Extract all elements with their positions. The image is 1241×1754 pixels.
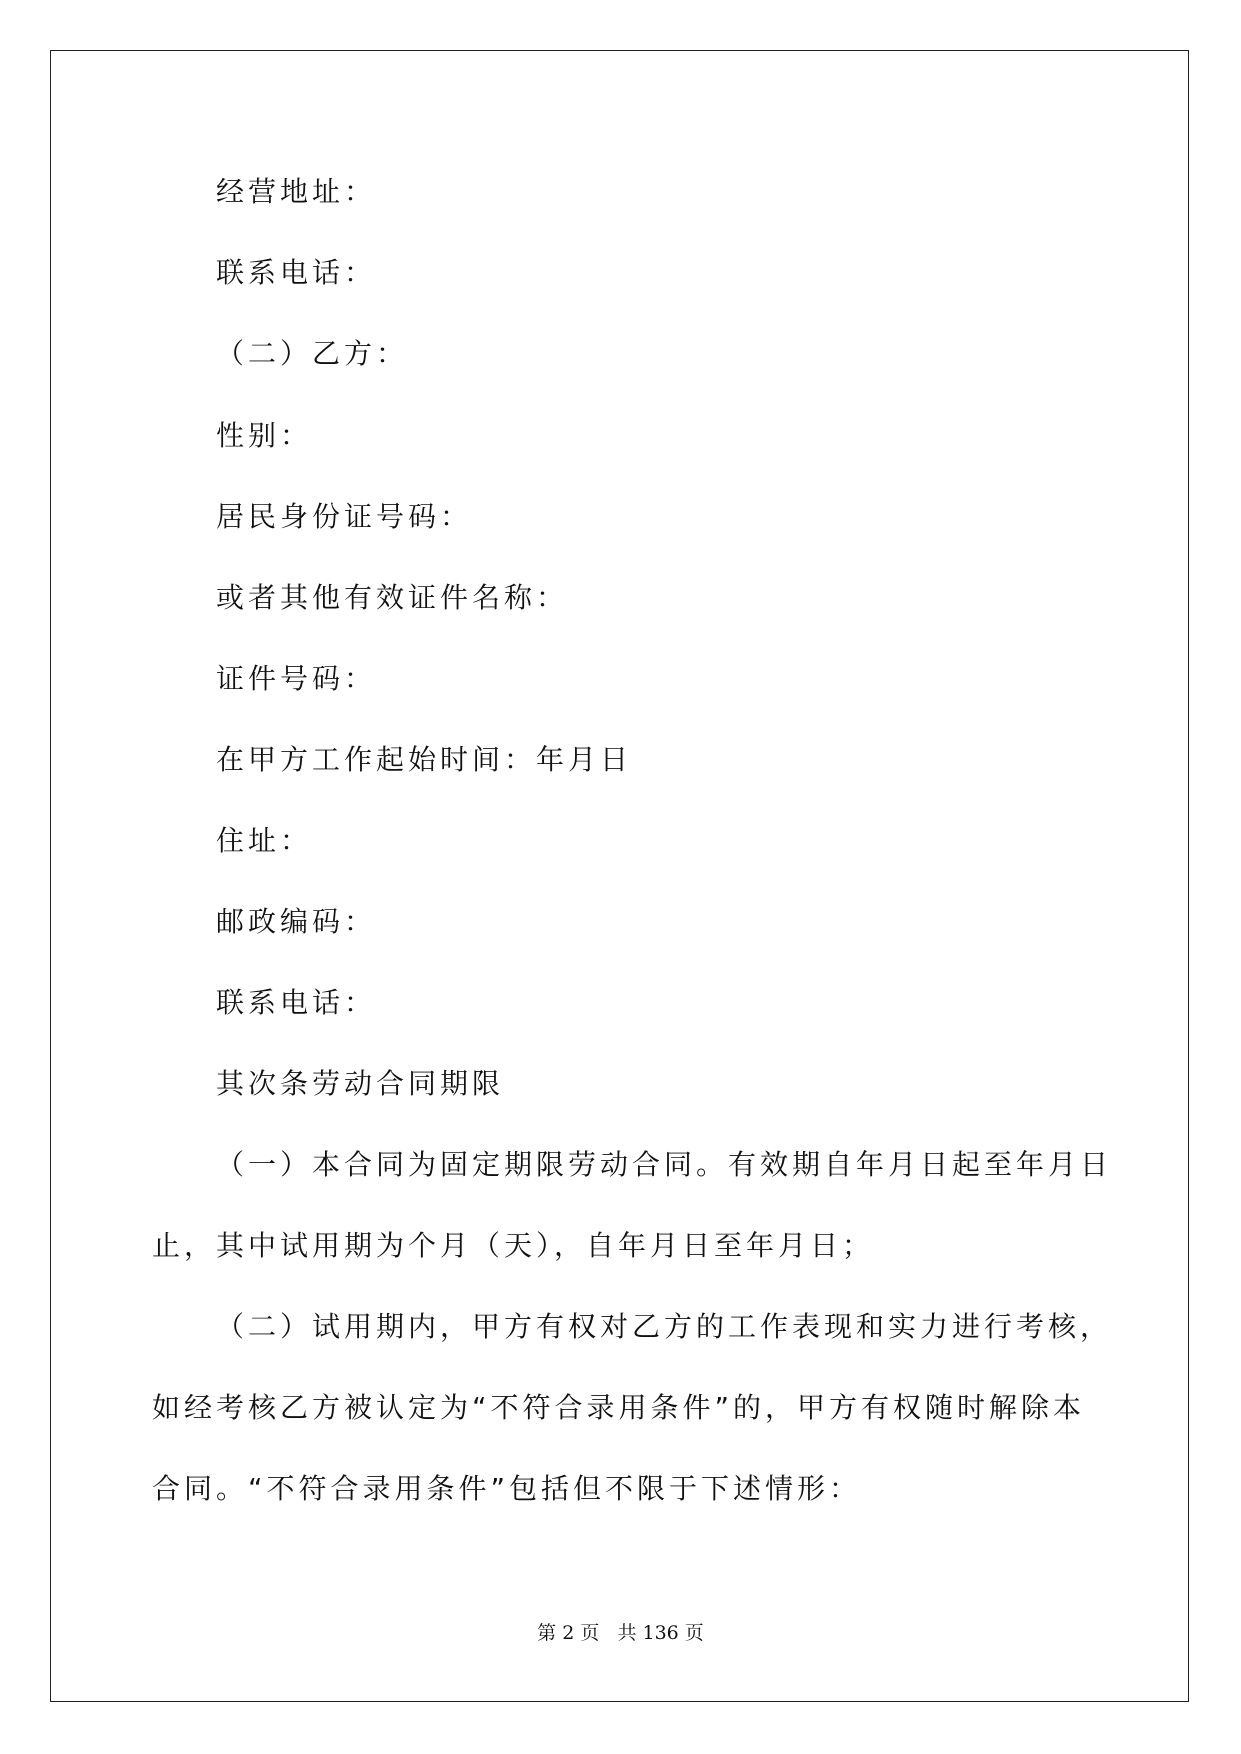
- text-line-contact-phone-a: 联系电话：: [216, 256, 377, 289]
- text-line-other-id-name: 或者其他有效证件名称：: [216, 581, 569, 614]
- text-line-party-b: （二）乙方：: [216, 337, 409, 370]
- text-line-start-date: 在甲方工作起始时间：年月日: [216, 743, 633, 776]
- page-footer: 第 2 页 共 136 页: [537, 1622, 704, 1644]
- text-line-clause-2b: 如经考核乙方被认定为“不符合录用条件”的，甲方有权随时解除本: [152, 1391, 1086, 1424]
- text-line-address: 住址：: [216, 824, 313, 857]
- text-line-gender: 性别：: [216, 419, 313, 452]
- text-line-clause-1a: （一）本合同为固定期限劳动合同。有效期自年月日起至年月日: [216, 1148, 1113, 1181]
- text-line-id-code: 证件号码：: [216, 662, 377, 695]
- text-line-clause-2c: 合同。“不符合录用条件”包括但不限于下述情形：: [152, 1472, 862, 1505]
- text-line-postcode: 邮政编码：: [216, 905, 377, 938]
- text-line-contact-phone-b: 联系电话：: [216, 986, 377, 1019]
- text-line-article-heading: 其次条劳动合同期限: [216, 1067, 505, 1100]
- text-line-clause-1b: 止，其中试用期为个月（天），自年月日至年月日；: [152, 1229, 875, 1262]
- text-line-business-address: 经营地址：: [216, 175, 377, 208]
- page-border: [50, 50, 1189, 1702]
- text-line-id-number: 居民身份证号码：: [216, 500, 473, 533]
- text-line-clause-2a: （二）试用期内，甲方有权对乙方的工作表现和实力进行考核，: [216, 1310, 1113, 1343]
